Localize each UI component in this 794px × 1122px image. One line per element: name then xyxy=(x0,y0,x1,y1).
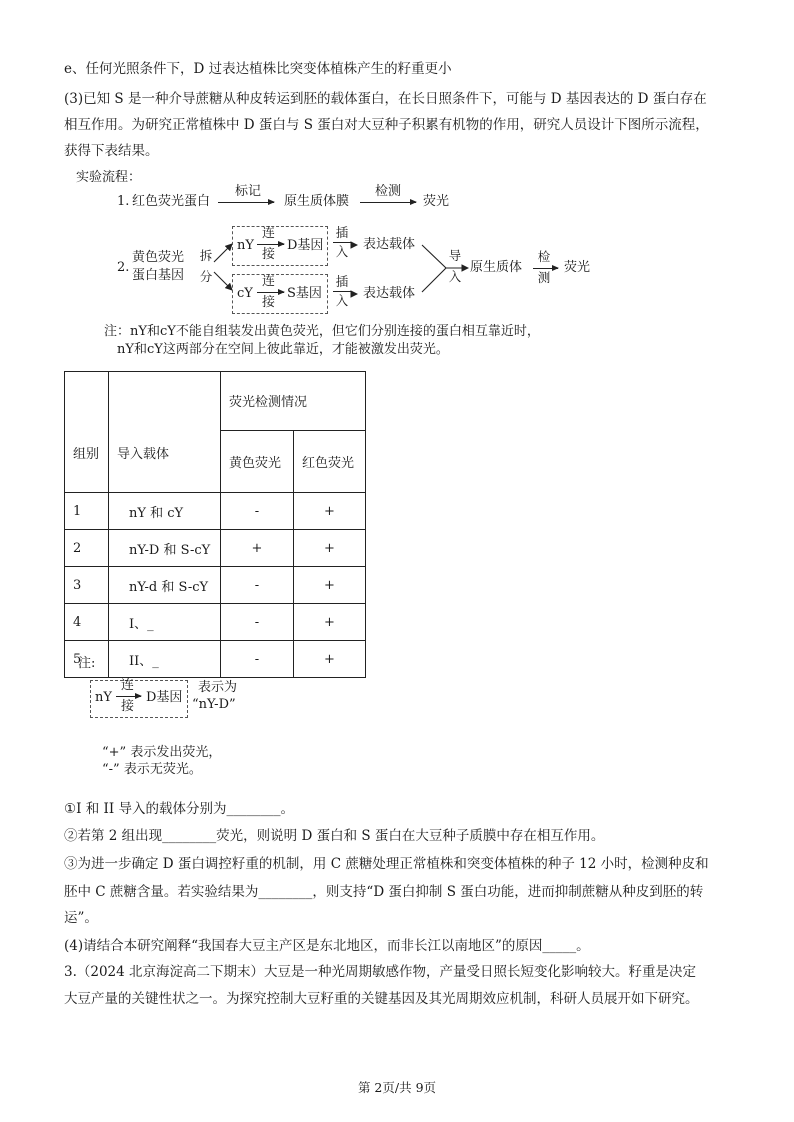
fluorescence-2: 荧光 xyxy=(564,260,591,275)
problem-3-line1: 3.（2024 北京海淀高二下期末）大豆是一种光周期敏感作物，产量受日照长短变化影响较大。籽重是决定 xyxy=(64,964,697,980)
option-e: e、任何光照条件下，D 过表达植株比突变体植株产生的籽重更小 xyxy=(64,61,452,77)
jie-upper: 接 xyxy=(262,247,276,262)
ru-upper: 入 xyxy=(335,244,349,259)
table-row xyxy=(65,641,366,678)
jian-label: 检 xyxy=(537,249,551,264)
expression-vector-2: 表达载体 xyxy=(363,286,416,301)
table-row xyxy=(65,604,366,641)
flow-arrows xyxy=(0,0,794,360)
legend-jie: 接 xyxy=(121,699,135,714)
cell-group: 4 xyxy=(65,604,109,641)
cha-lower: 插 xyxy=(335,274,349,289)
cell-group: 2 xyxy=(65,530,109,567)
row2-number: 2. xyxy=(117,260,130,275)
row1-number: 1. xyxy=(117,194,130,209)
cell-group: 1 xyxy=(65,493,109,530)
label-biaoji: 标记 xyxy=(235,184,262,199)
legend-link-arrow xyxy=(116,696,141,697)
header-yellow: 黄色荧光 xyxy=(221,430,294,492)
legend-lian: 连 xyxy=(121,678,135,693)
label-jiance: 检测 xyxy=(375,184,402,199)
plasma-membrane: 原生质体膜 xyxy=(284,194,350,209)
lian-upper: 连 xyxy=(262,226,276,241)
cell-yellow: - xyxy=(221,604,294,641)
flow-note-line1: 注：nY和cY不能自组装发出黄色荧光，但它们分别连接的蛋白相互靠近时， xyxy=(104,324,540,339)
legend-d-gene: D基因 xyxy=(146,690,183,705)
table-row xyxy=(65,530,366,567)
subquestion-1: ①I 和 II 导入的载体分别为________。 xyxy=(64,801,294,817)
jie-lower: 接 xyxy=(262,295,276,310)
page-footer: 第 2页/共 9页 xyxy=(357,1080,437,1095)
note-plus: “+” 表示发出荧光， xyxy=(102,745,222,760)
ru-lower: 入 xyxy=(335,293,349,308)
link-arrow-upper xyxy=(257,244,284,245)
merge-lines xyxy=(422,245,446,292)
cell-group: 5 xyxy=(65,641,109,678)
cell-red: + xyxy=(294,567,366,604)
question-4: (4)请结合本研究阐释“我国春大豆主产区是东北地区，而非长江以南地区”的原因_____。 xyxy=(64,938,590,954)
cell-red: + xyxy=(294,493,366,530)
table-row xyxy=(65,493,366,530)
ce-label: 测 xyxy=(537,270,551,285)
question-3-line1: (3)已知 S 是一种介导蔗糖从种皮转运到胚的载体蛋白，在长日照条件下，可能与 D 基因表达的 D 蛋白存在 xyxy=(64,91,707,107)
dao-label: 导 xyxy=(448,248,462,263)
cY-label: cY xyxy=(237,286,253,301)
ru2-label: 入 xyxy=(448,269,462,284)
table-row xyxy=(65,567,366,604)
legend-nY: nY xyxy=(95,690,112,705)
header-vector: 导入载体 xyxy=(109,372,221,493)
insert-line-upper xyxy=(333,242,351,243)
cell-red: + xyxy=(294,530,366,567)
question-3-line3: 获得下表结果。 xyxy=(64,143,159,159)
subquestion-2: ②若第 2 组出现________荧光，则说明 D 蛋白和 S 蛋白在大豆种子质膜中存在相互作用。 xyxy=(64,828,605,844)
cell-yellow: - xyxy=(221,567,294,604)
subquestion-3-line1: ③为进一步确定 D 蛋白调控籽重的机制，用 C 蔗糖处理正常植株和突变体植株的种子 12 小时，检测种皮和 xyxy=(64,856,709,872)
results-table xyxy=(64,371,366,678)
cell-group: 3 xyxy=(65,567,109,604)
label-fen: 分 xyxy=(199,269,213,284)
branch-arrow-up xyxy=(214,244,232,262)
header-fluorescence: 荧光检测情况 xyxy=(221,372,366,431)
header-red: 红色荧光 xyxy=(294,430,366,492)
link-arrow-lower xyxy=(257,292,284,293)
yellow-gene-line2: 蛋白基因 xyxy=(132,268,185,283)
problem-3-line2: 大豆产量的关键性状之一。为探究控制大豆籽重的关键基因及其光周期效应机制，科研人员展开如下研究。 xyxy=(64,991,699,1007)
branch-arrow-down xyxy=(214,272,232,290)
nY-label: nY xyxy=(237,238,254,253)
subquestion-3-line2: 胚中 C 蔗糖含量。若实验结果为________，则支持“D 蛋白抑制 S 蛋白功能，进而抑制蔗糖从种皮到胚的转 xyxy=(64,884,704,900)
note-minus: “-” 表示无荧光。 xyxy=(102,762,202,777)
cell-yellow: + xyxy=(221,530,294,567)
cell-red: + xyxy=(294,604,366,641)
cell-vector: nY-d 和 S-cY xyxy=(109,567,221,604)
legend-means-value: “nY-D” xyxy=(192,697,236,712)
fluorescence-1: 荧光 xyxy=(423,194,450,209)
cell-red: + xyxy=(294,641,366,678)
s-gene-label: S基因 xyxy=(287,286,322,301)
question-3-line2: 相互作用。为研究正常植株中 D 蛋白与 S 蛋白对大豆种子积累有机物的作用，研究人员设计下图所示流程， xyxy=(64,117,709,133)
lian-lower: 连 xyxy=(262,274,276,289)
red-fluorescent-protein: 红色荧光蛋白 xyxy=(132,194,211,209)
label-chai: 拆 xyxy=(199,248,213,263)
cell-vector: I、_ xyxy=(109,604,221,641)
cha-upper: 插 xyxy=(335,225,349,240)
cell-vector: nY 和 cY xyxy=(109,493,221,530)
cell-vector: II、_ xyxy=(109,641,221,678)
flow-title: 实验流程： xyxy=(76,170,142,185)
cell-yellow: - xyxy=(221,641,294,678)
cell-vector: nY-D 和 S-cY xyxy=(109,530,221,567)
expression-vector-1: 表达载体 xyxy=(363,237,416,252)
cell-yellow: - xyxy=(221,493,294,530)
protoplast: 原生质体 xyxy=(470,260,523,275)
flow-note-line2: nY和cY这两部分在空间上彼此靠近，才能被激发出荧光。 xyxy=(117,342,449,357)
header-group: 组别 xyxy=(65,372,109,493)
detect-arrow xyxy=(533,268,558,269)
d-gene-label: D基因 xyxy=(287,238,324,253)
legend-means: 表示为 xyxy=(198,680,238,695)
yellow-gene-line1: 黄色荧光 xyxy=(132,250,185,265)
subquestion-3-line3: 运”。 xyxy=(64,910,98,926)
notes-label: 注: xyxy=(78,656,96,671)
insert-line-lower xyxy=(333,291,351,292)
table-header-row xyxy=(65,372,366,431)
